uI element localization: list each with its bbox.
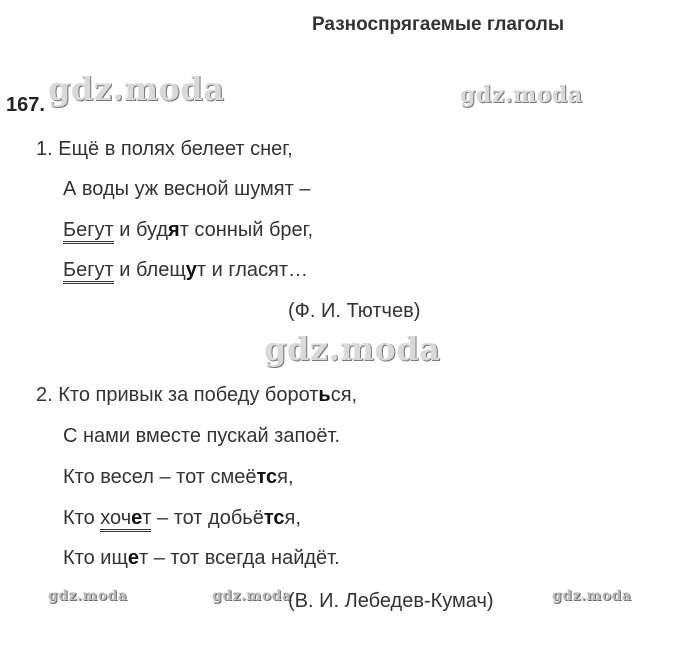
poem1-line1: 1. Ещё в полях белеет снег,: [36, 138, 293, 160]
ending-highlight: ь: [318, 384, 331, 406]
section-heading: Разноспрягаемые глаголы: [312, 14, 565, 35]
text: т – тот всегда найдёт.: [139, 547, 340, 569]
poem1-line2: А воды уж весной шумят –: [63, 178, 311, 200]
text: – тот добьё: [151, 507, 264, 529]
poem2-line2: С нами вместе пускай запоёт.: [63, 425, 341, 447]
watermark-logo: gdz.moda: [48, 70, 225, 108]
watermark-logo: gdz.moda: [264, 330, 441, 368]
poem1-line3: [63, 219, 313, 242]
predicate-underline: Бегут: [63, 259, 114, 284]
text: Кто: [63, 507, 101, 529]
watermark-logo: gdz.moda: [212, 588, 292, 604]
ending-highlight: я: [168, 219, 180, 241]
text: и буд: [113, 219, 169, 241]
ending-highlight: у: [185, 259, 197, 281]
text: 2. Кто привык за победу борот: [36, 384, 319, 406]
text: Кто весел – тот смеё: [63, 466, 257, 488]
ending-highlight: е: [131, 507, 143, 529]
exercise-number: 167.: [6, 94, 45, 116]
text: и блещ: [113, 259, 186, 281]
text: Кто ищ: [63, 547, 128, 569]
watermark-logo: gdz.moda: [552, 588, 632, 604]
predicate-underline: [100, 507, 151, 532]
poem2-line5: [63, 547, 340, 570]
ending-highlight: тс: [263, 507, 285, 529]
text: я,: [277, 466, 294, 488]
poem1-line4: [63, 259, 308, 282]
poem1-author: (Ф. И. Тютчев): [288, 300, 421, 322]
watermark-logo: gdz.moda: [460, 82, 583, 108]
text: я,: [284, 507, 301, 529]
text: т: [142, 507, 152, 529]
watermark-logo: gdz.moda: [48, 588, 128, 604]
text: хоч: [100, 507, 132, 529]
text: т сонный брег,: [179, 219, 314, 241]
text: ся,: [330, 384, 358, 406]
ending-highlight: тс: [256, 466, 278, 488]
poem2-author: (В. И. Лебедев-Кумач): [288, 590, 494, 612]
text: т и гласят…: [196, 259, 309, 281]
poem2-line3: [63, 466, 294, 489]
predicate-underline: Бегут: [63, 219, 114, 244]
poem2-line1: [36, 384, 357, 407]
poem2-line4: [63, 507, 301, 530]
ending-highlight: е: [127, 547, 140, 569]
